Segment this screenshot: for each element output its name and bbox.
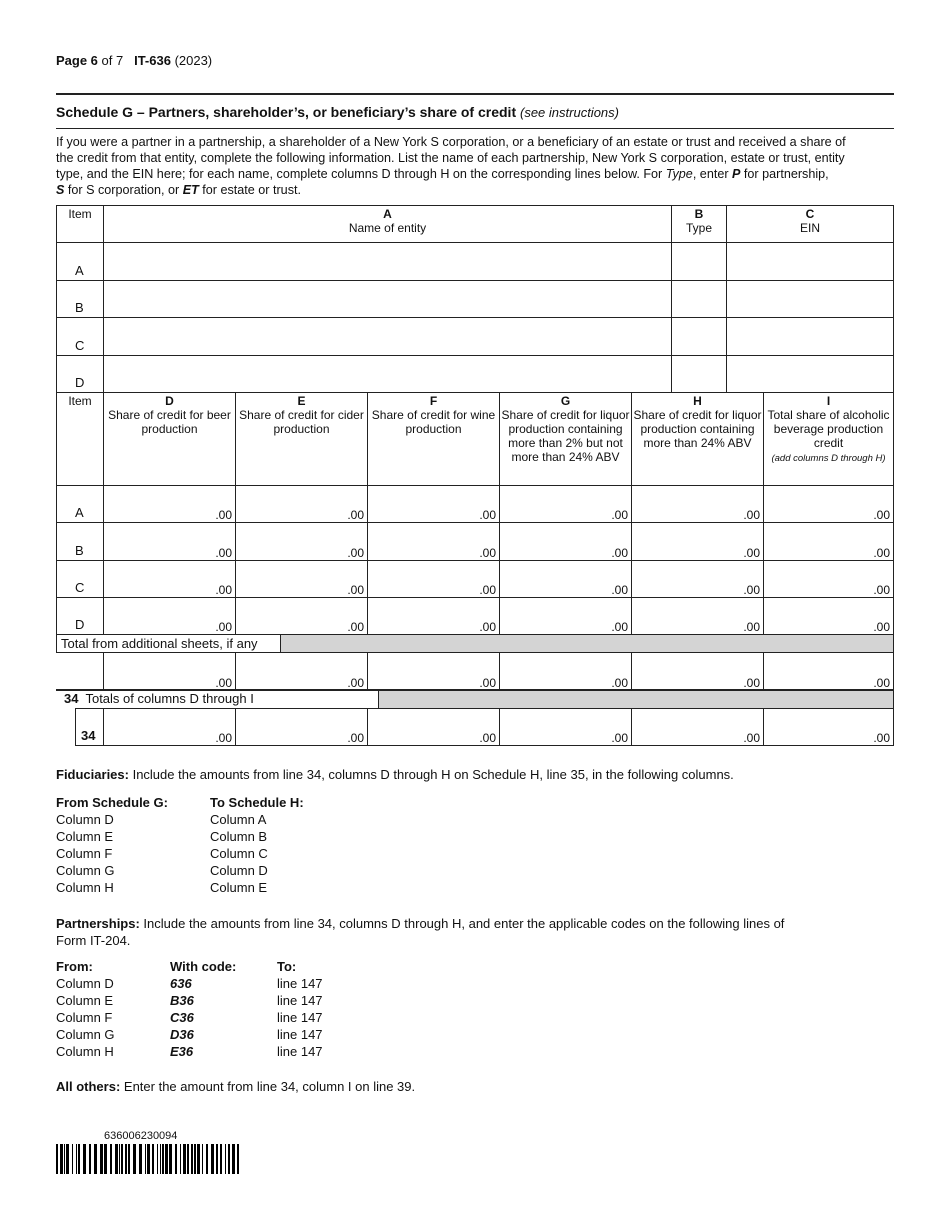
label-text: 34 [81, 728, 96, 743]
barcode-bar [225, 1144, 226, 1174]
amount-input-E[interactable] [235, 485, 368, 523]
amount-input-F[interactable] [367, 652, 500, 691]
amount-input-E[interactable] [235, 560, 368, 598]
column-header-D [103, 392, 236, 486]
t: for partnership, [740, 167, 829, 181]
par-header [56, 958, 323, 975]
barcode-bar [110, 1144, 112, 1174]
amount-input-D[interactable] [103, 652, 236, 691]
barcode-bar [145, 1144, 146, 1174]
cents: .00 [743, 508, 760, 522]
label-text: (add columns D through H) [771, 453, 886, 464]
cents: .00 [347, 583, 364, 597]
amount-input-D[interactable] [103, 708, 236, 746]
barcode-bar [89, 1144, 91, 1174]
fid-row [56, 862, 304, 879]
entity-ein-input[interactable] [726, 242, 894, 281]
t: Column G [56, 863, 115, 878]
column-header-A [103, 205, 672, 243]
par-row [56, 1009, 323, 1026]
label-text: G [560, 394, 571, 408]
barcode-bar [64, 1144, 65, 1174]
t: Column D [56, 976, 114, 991]
fiduciaries-text [56, 767, 734, 782]
amount-input-F[interactable] [367, 560, 500, 598]
amount-input-E[interactable] [235, 708, 368, 746]
column-header-F [367, 392, 500, 486]
barcode-bar [237, 1144, 239, 1174]
barcode-bar [191, 1144, 193, 1174]
item-label [56, 242, 104, 281]
barcode-bar [83, 1144, 86, 1174]
amount-input-D[interactable] [103, 560, 236, 598]
amount-input-E[interactable] [235, 522, 368, 561]
barcode-bar [128, 1144, 130, 1174]
t: With code: [170, 959, 237, 974]
cents: .00 [611, 508, 628, 522]
t: S [56, 183, 65, 197]
barcode-bar [194, 1144, 196, 1174]
barcode-bar [187, 1144, 189, 1174]
column-header-H [631, 392, 764, 486]
barcode-bar [152, 1144, 154, 1174]
barcode-bar [216, 1144, 218, 1174]
label-text: A [383, 207, 392, 221]
label-text: EIN [799, 221, 820, 235]
schedule-title-text: Schedule G – Partners, shareholder’s, or beneficiary’s share of credit [56, 104, 517, 120]
barcode-bar [165, 1144, 168, 1174]
barcode-bar [60, 1144, 63, 1174]
entity-name-input[interactable] [103, 355, 672, 393]
t: Column E [56, 993, 114, 1008]
amount-input-F[interactable] [367, 708, 500, 746]
t: 636 [170, 976, 192, 991]
amount-input-G[interactable] [499, 485, 632, 523]
cents: .00 [347, 508, 364, 522]
amount-input-D[interactable] [103, 485, 236, 523]
amount-input-D[interactable] [103, 522, 236, 561]
line-34-label [64, 691, 254, 706]
amount-input-I[interactable] [763, 485, 894, 523]
partnerships-text [56, 915, 784, 949]
item-label [56, 280, 104, 318]
entity-name-input[interactable] [103, 242, 672, 281]
amount-input-H[interactable] [631, 652, 764, 691]
amount-input-I[interactable] [763, 708, 894, 746]
cents: .00 [479, 583, 496, 597]
barcode-bar [76, 1144, 77, 1174]
amount-input-G[interactable] [499, 522, 632, 561]
cents: .00 [347, 620, 364, 634]
cents: .00 [479, 620, 496, 634]
par-row [56, 1026, 323, 1043]
page-total: of 7 [101, 53, 124, 68]
cents: .00 [347, 546, 364, 560]
cents: .00 [215, 620, 232, 634]
item-label [56, 485, 104, 523]
cents: .00 [347, 676, 364, 690]
barcode-bar [169, 1144, 172, 1174]
amount-input-I[interactable] [763, 597, 894, 635]
cents: .00 [873, 731, 890, 745]
label-text: Share of credit for beer production [108, 408, 231, 436]
cents: .00 [215, 546, 232, 560]
t: Column C [210, 846, 268, 861]
cents: .00 [611, 731, 628, 745]
label-text: D [75, 375, 85, 390]
intro-line: If you were a partner in a partnership, a shareholder of a New York S corporation, or a beneficiary of an estate or trust and received a share of [56, 135, 846, 149]
t: line 147 [277, 1027, 323, 1042]
line-34-number [75, 708, 104, 746]
cents: .00 [215, 731, 232, 745]
fiduciaries-table [56, 794, 304, 896]
label-text: Item [68, 394, 92, 408]
t: type, and the EIN here; for each name, complete columns D through H on the corresponding lines below. For [56, 167, 666, 181]
par-row [56, 1043, 323, 1060]
barcode-number: 636006230094 [104, 1130, 178, 1142]
label-text: Total share of alcoholic beverage production credit [767, 408, 890, 450]
amount-input-G[interactable] [499, 560, 632, 598]
t: , enter [692, 167, 733, 181]
t: C36 [170, 1010, 194, 1025]
t: for estate or trust. [198, 183, 301, 197]
column-header-I [763, 392, 894, 486]
cents: .00 [873, 676, 890, 690]
t: Form IT-204. [56, 933, 131, 948]
barcode-bar [100, 1144, 103, 1174]
label-text: Share of credit for wine production [371, 408, 496, 436]
barcode-bar [66, 1144, 69, 1174]
item-header [56, 392, 104, 486]
t: Column G [56, 1027, 115, 1042]
amount-input-I[interactable] [763, 560, 894, 598]
label-text: C [75, 580, 85, 595]
entity-name-input[interactable] [103, 280, 672, 318]
entity-type-input[interactable] [671, 280, 727, 318]
barcode-bar [119, 1144, 120, 1174]
page-header [56, 53, 212, 68]
amount-input-F[interactable] [367, 597, 500, 635]
t: Fiduciaries: [56, 767, 129, 782]
barcode-icon [56, 1144, 240, 1174]
label-text: Totals of columns D through I [85, 691, 254, 706]
t: line 147 [277, 1044, 323, 1059]
amount-input-I[interactable] [763, 652, 894, 691]
item-label [56, 355, 104, 393]
t: To: [277, 959, 297, 974]
cents: .00 [479, 676, 496, 690]
t: line 147 [277, 993, 323, 1008]
t: Column H [56, 1044, 114, 1059]
cents: .00 [611, 583, 628, 597]
entity-ein-input[interactable] [726, 280, 894, 318]
intro-text [56, 134, 846, 198]
barcode-bar [220, 1144, 222, 1174]
amount-input-F[interactable] [367, 522, 500, 561]
fid-row [56, 811, 304, 828]
t: E36 [170, 1044, 194, 1059]
cents: .00 [873, 546, 890, 560]
label-text: I [826, 394, 831, 408]
entity-type-input[interactable] [671, 355, 727, 393]
t: Include the amounts from line 34, columns D through H, and enter the applicable codes on the following lines of [139, 916, 785, 931]
label-text: E [297, 394, 306, 408]
barcode-bar [133, 1144, 136, 1174]
label-text: B [75, 300, 84, 315]
amount-input-H[interactable] [631, 597, 764, 635]
t: D36 [170, 1027, 194, 1042]
barcode-bar [228, 1144, 230, 1174]
amount-input-G[interactable] [499, 597, 632, 635]
divider [56, 128, 894, 129]
barcode-bar [115, 1144, 118, 1174]
item-label [56, 317, 104, 356]
amount-input-H[interactable] [631, 560, 764, 598]
t: Column E [210, 880, 268, 895]
cents: .00 [215, 583, 232, 597]
entity-name-input[interactable] [103, 317, 672, 356]
par-row [56, 975, 323, 992]
cents: .00 [743, 620, 760, 634]
amount-input-G[interactable] [499, 652, 632, 691]
barcode-bar [72, 1144, 73, 1174]
t: line 147 [277, 1010, 323, 1025]
barcode-bar [183, 1144, 186, 1174]
amount-input-I[interactable] [763, 522, 894, 561]
cents: .00 [215, 676, 232, 690]
t: line 147 [277, 976, 323, 991]
barcode-bar [94, 1144, 97, 1174]
barcode-bar [147, 1144, 150, 1174]
amount-input-E[interactable] [235, 652, 368, 691]
t: Column D [56, 812, 114, 827]
label-text: Share of credit for liquor production containing more than 24% ABV [633, 408, 762, 450]
amount-input-H[interactable] [631, 485, 764, 523]
fid-row [56, 879, 304, 896]
cents: .00 [873, 508, 890, 522]
label-text: Total from additional sheets, if any [61, 636, 258, 651]
page-number: Page 6 [56, 53, 98, 68]
cents: .00 [611, 676, 628, 690]
label-text: F [429, 394, 438, 408]
amount-input-H[interactable] [631, 708, 764, 746]
entity-type-input[interactable] [671, 242, 727, 281]
cents: .00 [873, 620, 890, 634]
cents: .00 [743, 676, 760, 690]
barcode-bar [56, 1144, 58, 1174]
shaded-area [378, 690, 894, 709]
barcode-bar [162, 1144, 164, 1174]
intro-line [56, 166, 846, 182]
barcode-bar [125, 1144, 127, 1174]
label-text: 34 [64, 691, 79, 706]
cents: .00 [743, 583, 760, 597]
cents: .00 [479, 546, 496, 560]
cents: .00 [611, 546, 628, 560]
label-text: Type [685, 221, 712, 235]
amount-input-G[interactable] [499, 708, 632, 746]
label-text: Name of entity [348, 221, 427, 235]
schedule-note: (see instructions) [520, 105, 619, 120]
item-header [56, 205, 104, 243]
label-text: D [75, 617, 85, 632]
barcode-bar [197, 1144, 200, 1174]
form-number: IT-636 [134, 53, 171, 68]
par-row [56, 992, 323, 1009]
partnerships-table [56, 958, 323, 1060]
item-label [56, 522, 104, 561]
item-label [56, 597, 104, 635]
barcode-bar [160, 1144, 161, 1174]
column-header-G [499, 392, 632, 486]
cents: .00 [743, 546, 760, 560]
t: B36 [170, 993, 194, 1008]
label-text: B [694, 207, 704, 221]
barcode-bar [78, 1144, 80, 1174]
t: Column A [210, 812, 267, 827]
fid-header [56, 794, 304, 811]
t: Enter the amount from line 34, column I on line 39. [120, 1079, 416, 1094]
cents: .00 [479, 508, 496, 522]
t: Partnerships: [56, 916, 140, 931]
fid-row [56, 828, 304, 845]
amount-input-F[interactable] [367, 485, 500, 523]
intro-line [56, 182, 846, 198]
t: Column B [210, 829, 268, 844]
t: for S corporation, or [64, 183, 183, 197]
label-text: Share of credit for cider production [239, 408, 364, 436]
label-text: C [75, 338, 85, 353]
schedule-title [56, 104, 619, 120]
label-text: C [805, 207, 815, 221]
t: All others: [56, 1079, 121, 1094]
label-text: H [693, 394, 702, 408]
divider [56, 93, 894, 95]
t: Column D [210, 863, 268, 878]
barcode-bar [139, 1144, 142, 1174]
barcode-bar [202, 1144, 203, 1174]
column-header-E [235, 392, 368, 486]
label-text: Share of credit for liquor production containing more than 2% but not more than 24% ABV [501, 408, 630, 464]
t: To Schedule H: [210, 795, 304, 810]
t: ET [182, 183, 199, 197]
t: P [732, 167, 741, 181]
cents: .00 [873, 583, 890, 597]
t: Type [665, 167, 693, 181]
entity-ein-input[interactable] [726, 317, 894, 356]
amount-input-E[interactable] [235, 597, 368, 635]
additional-sheets-label [56, 634, 281, 653]
entity-ein-input[interactable] [726, 355, 894, 393]
t: Include the amounts from line 34, columns D through H on Schedule H, line 35, in the following columns. [128, 767, 734, 782]
t: Column H [56, 880, 114, 895]
barcode-bar [211, 1144, 214, 1174]
all-others-text [56, 1079, 415, 1094]
label-text: B [75, 543, 84, 558]
barcode-bar [121, 1144, 123, 1174]
t: Column F [56, 1010, 113, 1025]
label-text: Item [68, 207, 92, 221]
amount-input-D[interactable] [103, 597, 236, 635]
cents: .00 [479, 731, 496, 745]
item-label [56, 560, 104, 598]
form-year: (2023) [174, 53, 213, 68]
barcode-bar [180, 1144, 181, 1174]
amount-input-H[interactable] [631, 522, 764, 561]
cents: .00 [743, 731, 760, 745]
label-text: A [75, 263, 84, 278]
cents: .00 [611, 620, 628, 634]
barcode-bar [206, 1144, 208, 1174]
column-header-C [726, 205, 894, 243]
fid-row [56, 845, 304, 862]
label-text: A [75, 505, 84, 520]
entity-type-input[interactable] [671, 317, 727, 356]
shaded-area [280, 634, 894, 653]
barcode-bar [104, 1144, 107, 1174]
t: From: [56, 959, 93, 974]
t: From Schedule G: [56, 795, 168, 810]
t: Column E [56, 829, 114, 844]
intro-line: the credit from that entity, complete the following information. List the name of each partnership, New York S corporation, estate or trust, entity [56, 151, 845, 165]
barcode-bar [175, 1144, 177, 1174]
column-header-B [671, 205, 727, 243]
barcode-bar [157, 1144, 158, 1174]
label-text: D [165, 394, 174, 408]
cents: .00 [347, 731, 364, 745]
barcode-bar [232, 1144, 235, 1174]
cents: .00 [215, 508, 232, 522]
t: Column F [56, 846, 113, 861]
